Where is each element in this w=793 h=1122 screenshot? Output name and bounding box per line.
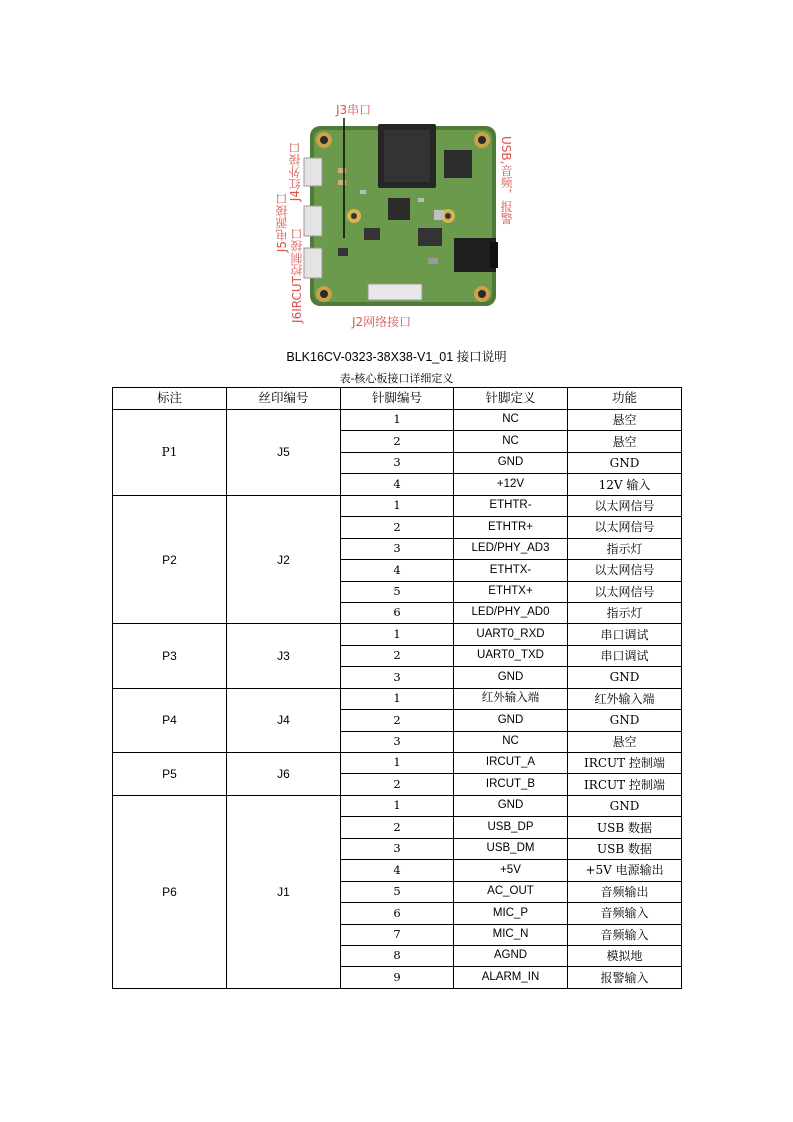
board-figure xyxy=(268,98,524,338)
cell-silk: J5 xyxy=(227,410,341,496)
cell-function: 以太网信号 xyxy=(568,581,682,602)
cell-function: 悬空 xyxy=(568,410,682,431)
cell-pin-no: 2 xyxy=(341,774,454,795)
cell-pin-def: NC xyxy=(454,410,568,431)
cell-function: 串口调试 xyxy=(568,624,682,645)
cell-silk: J1 xyxy=(227,795,341,988)
cell-pin-no: 2 xyxy=(341,431,454,452)
cell-pin-def: LED/PHY_AD3 xyxy=(454,538,568,559)
cell-pin-def: USB_DM xyxy=(454,838,568,859)
cell-pin-no: 2 xyxy=(341,817,454,838)
cell-pin-no: 5 xyxy=(341,881,454,902)
cell-pin-def: ETHTR+ xyxy=(454,517,568,538)
cell-pin-no: 4 xyxy=(341,860,454,881)
cell-pin-no: 3 xyxy=(341,538,454,559)
cell-function: 以太网信号 xyxy=(568,517,682,538)
cell-pin-no: 9 xyxy=(341,967,454,988)
cell-pin-def: USB_DP xyxy=(454,817,568,838)
label-j3: J3串口 xyxy=(336,103,372,117)
cell-silk: J4 xyxy=(227,688,341,752)
cell-mark: P5 xyxy=(113,753,227,796)
cell-pin-no: 3 xyxy=(341,838,454,859)
cell-function: GND xyxy=(568,795,682,816)
cell-pin-def: NC xyxy=(454,431,568,452)
cell-pin-no: 3 xyxy=(341,731,454,752)
cell-function: 12V 输入 xyxy=(568,474,682,495)
table-body xyxy=(113,410,682,989)
cell-function: GND xyxy=(568,710,682,731)
cell-pin-no: 1 xyxy=(341,795,454,816)
cell-pin-def: UART0_RXD xyxy=(454,624,568,645)
cell-function: 红外输入端 xyxy=(568,688,682,709)
cell-pin-no: 4 xyxy=(341,560,454,581)
header-pin-no: 针脚编号 xyxy=(341,388,454,410)
cell-pin-def: ETHTX+ xyxy=(454,581,568,602)
cell-pin-no: 6 xyxy=(341,903,454,924)
cell-mark: P2 xyxy=(113,495,227,624)
cell-pin-no: 1 xyxy=(341,624,454,645)
header-mark: 标注 xyxy=(113,388,227,410)
cell-function: 悬空 xyxy=(568,731,682,752)
cell-pin-def: 红外输入端 xyxy=(454,688,568,709)
cell-function: 音频输入 xyxy=(568,924,682,945)
cell-pin-no: 1 xyxy=(341,753,454,774)
cell-pin-def: +12V xyxy=(454,474,568,495)
table-row xyxy=(113,624,682,645)
cell-pin-no: 4 xyxy=(341,474,454,495)
label-j2: J2网络接口 xyxy=(352,315,412,329)
cell-function: 指示灯 xyxy=(568,602,682,623)
cell-pin-no: 3 xyxy=(341,667,454,688)
board-photo xyxy=(268,98,524,338)
cell-pin-def: MIC_P xyxy=(454,903,568,924)
table-header-row xyxy=(113,388,682,410)
cell-pin-no: 1 xyxy=(341,688,454,709)
label-j5: J5电源接口 xyxy=(275,193,289,253)
cell-pin-def: GND xyxy=(454,795,568,816)
cell-function: +5V 电源输出 xyxy=(568,860,682,881)
cell-pin-def: ETHTR- xyxy=(454,495,568,516)
cell-mark: P6 xyxy=(113,795,227,988)
cell-function: GND xyxy=(568,667,682,688)
cell-function: IRCUT 控制端 xyxy=(568,753,682,774)
cell-pin-def: GND xyxy=(454,667,568,688)
cell-pin-no: 2 xyxy=(341,645,454,666)
header-function: 功能 xyxy=(568,388,682,410)
cell-pin-no: 2 xyxy=(341,710,454,731)
cell-function: IRCUT 控制端 xyxy=(568,774,682,795)
cell-pin-no: 3 xyxy=(341,452,454,473)
cell-silk: J2 xyxy=(227,495,341,624)
label-j4: J4红外接口 xyxy=(288,142,302,202)
document-title: BLK16CV-0323-38X38-V1_01 接口说明 xyxy=(286,350,507,364)
cell-function: 模拟地 xyxy=(568,945,682,966)
cell-pin-def: AGND xyxy=(454,945,568,966)
cell-pin-def: UART0_TXD xyxy=(454,645,568,666)
cell-pin-def: +5V xyxy=(454,860,568,881)
cell-pin-no: 2 xyxy=(341,517,454,538)
cell-pin-def: ALARM_IN xyxy=(454,967,568,988)
header-pin-def: 针脚定义 xyxy=(454,388,568,410)
cell-pin-no: 7 xyxy=(341,924,454,945)
cell-pin-no: 6 xyxy=(341,602,454,623)
cell-pin-def: LED/PHY_AD0 xyxy=(454,602,568,623)
cell-function: USB 数据 xyxy=(568,817,682,838)
cell-pin-def: GND xyxy=(454,452,568,473)
cell-function: 以太网信号 xyxy=(568,495,682,516)
cell-pin-def: IRCUT_A xyxy=(454,753,568,774)
label-j6: J6IRCUT控制接口 xyxy=(290,228,304,323)
table-row xyxy=(113,688,682,709)
cell-pin-def: MIC_N xyxy=(454,924,568,945)
cell-function: GND xyxy=(568,452,682,473)
header-silk: 丝印编号 xyxy=(227,388,341,410)
cell-mark: P1 xyxy=(113,410,227,496)
cell-mark: P4 xyxy=(113,688,227,752)
table-caption: 表-核心板接口详细定义 xyxy=(339,372,454,385)
cell-pin-def: IRCUT_B xyxy=(454,774,568,795)
cell-pin-def: AC_OUT xyxy=(454,881,568,902)
cell-function: 报警输入 xyxy=(568,967,682,988)
cell-function: 指示灯 xyxy=(568,538,682,559)
cell-silk: J3 xyxy=(227,624,341,688)
table-row xyxy=(113,753,682,774)
cell-function: USB 数据 xyxy=(568,838,682,859)
cell-function: 悬空 xyxy=(568,431,682,452)
cell-pin-no: 1 xyxy=(341,495,454,516)
cell-pin-no: 5 xyxy=(341,581,454,602)
pin-definition-table xyxy=(112,387,682,989)
table-row xyxy=(113,410,682,431)
table-row xyxy=(113,795,682,816)
cell-pin-def: ETHTX- xyxy=(454,560,568,581)
cell-function: 音频输入 xyxy=(568,903,682,924)
cell-silk: J6 xyxy=(227,753,341,796)
cell-pin-no: 1 xyxy=(341,410,454,431)
cell-pin-def: NC xyxy=(454,731,568,752)
table-row xyxy=(113,495,682,516)
cell-function: 以太网信号 xyxy=(568,560,682,581)
cell-pin-def: GND xyxy=(454,710,568,731)
cell-function: 音频输出 xyxy=(568,881,682,902)
label-usb: USB,音频，报警 xyxy=(499,136,513,225)
cell-function: 串口调试 xyxy=(568,645,682,666)
cell-mark: P3 xyxy=(113,624,227,688)
cell-pin-no: 8 xyxy=(341,945,454,966)
